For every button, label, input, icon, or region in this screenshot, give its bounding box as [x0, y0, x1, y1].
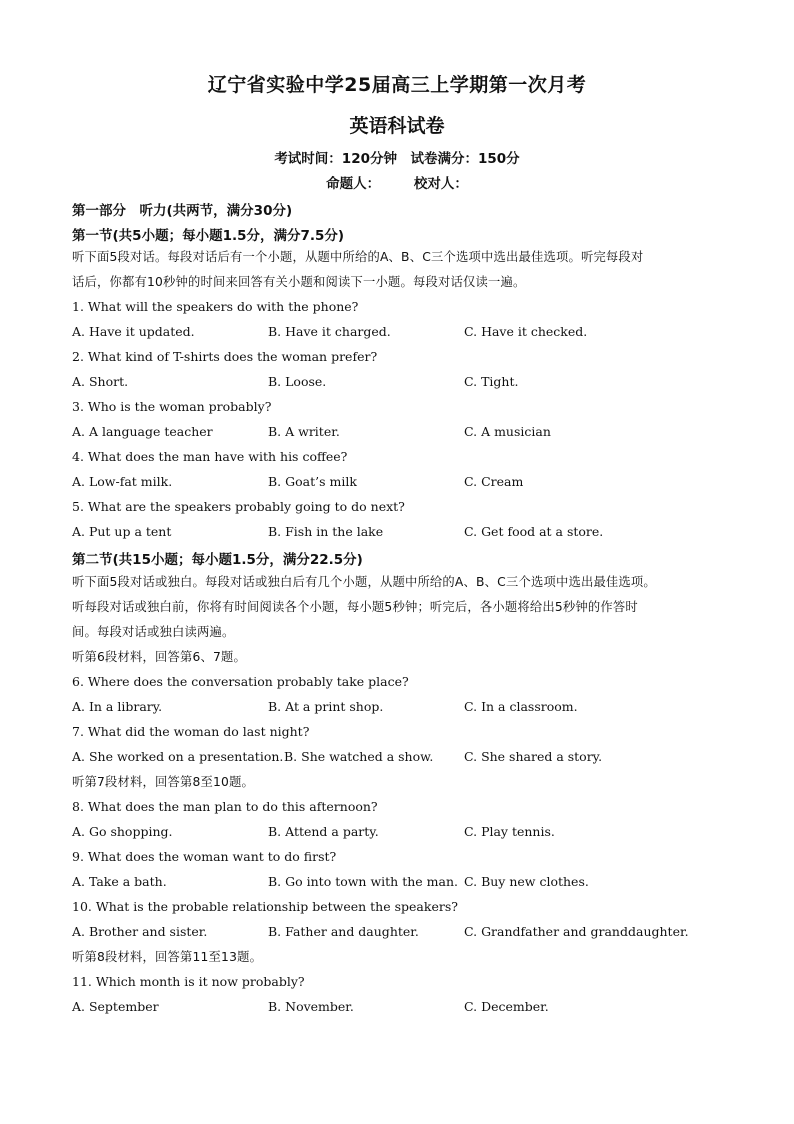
option-b: B. Fish in the lake	[268, 524, 384, 539]
material-note: 听第7段材料，回答第8至10题。	[72, 775, 255, 789]
option-c: C. She shared a story.	[464, 749, 603, 764]
option-c: C. Buy new clothes.	[464, 874, 589, 889]
option-a: A. September	[72, 999, 159, 1014]
option-b: B. A writer.	[268, 424, 340, 439]
option-c: C. Tight.	[464, 374, 519, 389]
question-text: 10. What is the probable relationship between the speakers?	[72, 899, 458, 914]
question-text: 1. What will the speakers do with the phone?	[72, 299, 359, 314]
option-b: B. Have it charged.	[268, 324, 391, 339]
section2-heading: 第二节(共15小题；每小题1.5分，满分22.5分)	[72, 552, 363, 568]
option-c: C. A musician	[464, 424, 551, 439]
exam-time-score: 考试时间：120分钟 试卷满分：150分	[274, 151, 520, 167]
option-c: C. Have it checked.	[464, 324, 588, 339]
exam-subtitle: 英语科试卷	[349, 115, 445, 137]
option-c: C. Get food at a store.	[464, 524, 604, 539]
option-c: C. Play tennis.	[464, 824, 555, 839]
option-a: A. Put up a tent	[72, 524, 172, 539]
question-text: 6. Where does the conversation probably take place?	[72, 674, 409, 689]
exam-authors: 命题人： 校对人：	[326, 176, 468, 192]
exam-title: 辽宁省实验中学25届高三上学期第一次月考	[207, 74, 587, 96]
option-c: C. Grandfather and granddaughter.	[464, 924, 689, 939]
option-b: B. She watched a show.	[284, 749, 434, 764]
option-c: C. Cream	[464, 474, 524, 489]
question-text: 8. What does the man plan to do this afternoon?	[72, 799, 378, 814]
section1-instruction-line: 话后，你都有10秒钟的时间来回答有关小题和阅读下一小题。每段对话仅读一遍。	[72, 275, 526, 289]
option-a: A. Low-fat milk.	[72, 474, 173, 489]
section2-instruction-line: 间。每段对话或独白读两遍。	[72, 625, 235, 639]
option-b: B. Father and daughter.	[268, 924, 419, 939]
option-c: C. December.	[464, 999, 549, 1014]
material-note: 听第8段材料，回答第11至13题。	[72, 950, 263, 964]
material-note: 听第6段材料，回答第6、7题。	[72, 650, 247, 664]
option-b: B. Go into town with the man.	[268, 874, 458, 889]
section2-instruction-line: 听每段对话或独白前，你将有时间阅读各个小题，每小题5秒钟；听完后，各小题将给出5秒钟的作答时	[72, 600, 638, 614]
option-b: B. Attend a party.	[268, 824, 379, 839]
option-a: A. She worked on a presentation.	[72, 749, 284, 764]
section1-heading: 第一节(共5小题；每小题1.5分，满分7.5分)	[72, 228, 345, 244]
option-b: B. Loose.	[268, 374, 327, 389]
option-a: A. Go shopping.	[72, 824, 173, 839]
option-a: A. Take a bath.	[72, 874, 167, 889]
question-text: 3. Who is the woman probably?	[72, 399, 272, 414]
question-text: 7. What did the woman do last night?	[72, 724, 310, 739]
part1-heading: 第一部分 听力(共两节，满分30分)	[72, 203, 293, 219]
question-text: 5. What are the speakers probably going to do next?	[72, 499, 405, 514]
section2-instruction-line: 听下面5段对话或独白。每段对话或独白后有几个小题，从题中所给的A、B、C三个选项中选出最佳选项。	[72, 575, 656, 589]
option-c: C. In a classroom.	[464, 699, 578, 714]
section1-instruction-line: 听下面5段对话。每段对话后有一个小题，从题中所给的A、B、C三个选项中选出最佳选项。听完每段对	[72, 250, 644, 264]
option-a: A. A language teacher	[72, 424, 213, 439]
option-a: A. Have it updated.	[72, 324, 195, 339]
question-text: 9. What does the woman want to do first?	[72, 849, 337, 864]
question-text: 4. What does the man have with his coffee?	[72, 449, 348, 464]
question-text: 11. Which month is it now probably?	[72, 974, 305, 989]
option-b: B. Goat’s milk	[268, 474, 357, 489]
option-a: A. Short.	[72, 374, 129, 389]
option-a: A. Brother and sister.	[72, 924, 208, 939]
option-b: B. November.	[268, 999, 354, 1014]
option-a: A. In a library.	[72, 699, 163, 714]
question-text: 2. What kind of T-shirts does the woman prefer?	[72, 349, 378, 364]
option-b: B. At a print shop.	[268, 699, 384, 714]
